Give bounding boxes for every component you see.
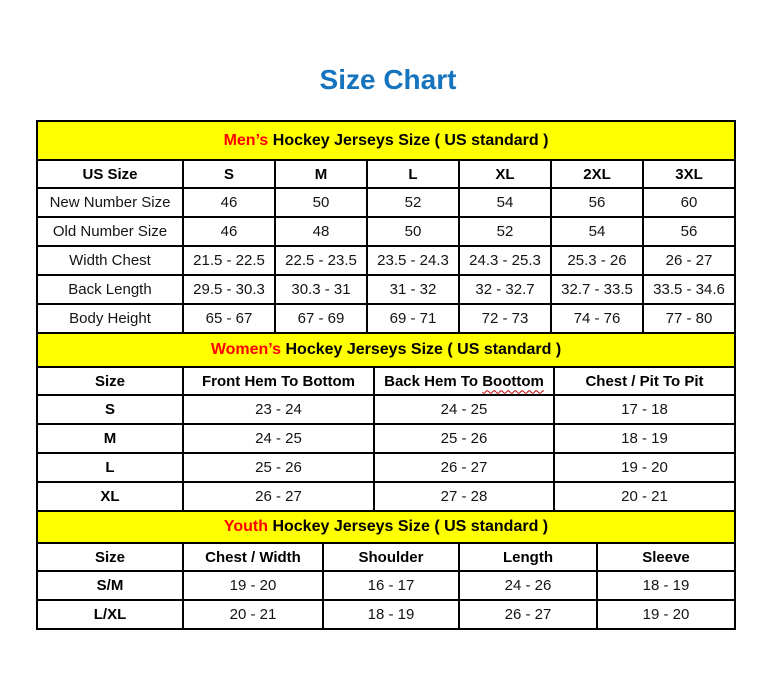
size-cell: 32.7 - 33.5 xyxy=(551,275,643,304)
size-cell: 27 - 28 xyxy=(374,482,554,511)
size-cell: 65 - 67 xyxy=(183,304,275,333)
table-row xyxy=(37,188,735,217)
column-header: US Size xyxy=(37,160,183,188)
size-cell: 19 - 20 xyxy=(597,600,735,629)
row-label: M xyxy=(37,424,183,453)
women-section-header-row xyxy=(37,333,735,367)
row-label: L/XL xyxy=(37,600,183,629)
size-cell: 31 - 32 xyxy=(367,275,459,304)
page-title: Size Chart xyxy=(319,64,457,95)
size-cell: 19 - 20 xyxy=(554,453,735,482)
table-row xyxy=(37,304,735,333)
column-header: Shoulder xyxy=(323,543,459,571)
row-label: New Number Size xyxy=(37,188,183,217)
men-section-title-rest: Hockey Jerseys Size ( US standard ) xyxy=(268,131,549,149)
size-cell: 56 xyxy=(643,217,735,246)
row-label: XL xyxy=(37,482,183,511)
row-label: Body Height xyxy=(37,304,183,333)
table-row xyxy=(37,217,735,246)
size-cell: 24.3 - 25.3 xyxy=(459,246,551,275)
column-header: Chest / Pit To Pit xyxy=(554,367,735,395)
size-cell: 77 - 80 xyxy=(643,304,735,333)
row-label: S/M xyxy=(37,571,183,600)
women-size-table xyxy=(36,332,736,512)
size-cell: 24 - 25 xyxy=(374,395,554,424)
men-section-highlight: Men’s xyxy=(223,131,269,149)
size-cell: 29.5 - 30.3 xyxy=(183,275,275,304)
women-section-highlight: Women’s xyxy=(210,341,282,358)
size-cell: 60 xyxy=(643,188,735,217)
women-section-title-rest: Hockey Jerseys Size ( US standard ) xyxy=(281,341,562,358)
row-label: Back Length xyxy=(37,275,183,304)
youth-section-title-rest: Hockey Jerseys Size ( US standard ) xyxy=(268,518,549,535)
column-header: 3XL xyxy=(643,160,735,188)
column-header: Chest / Width xyxy=(183,543,323,571)
size-cell: 46 xyxy=(183,217,275,246)
size-cell: 56 xyxy=(551,188,643,217)
size-cell: 17 - 18 xyxy=(554,395,735,424)
table-row xyxy=(37,453,735,482)
youth-column-header-row xyxy=(37,543,735,571)
size-cell: 20 - 21 xyxy=(183,600,323,629)
youth-section-header xyxy=(37,511,735,543)
men-size-table xyxy=(36,120,736,334)
size-cell: 26 - 27 xyxy=(183,482,374,511)
men-section-header-row xyxy=(37,121,735,160)
size-cell: 26 - 27 xyxy=(459,600,597,629)
table-row xyxy=(37,395,735,424)
size-cell: 16 - 17 xyxy=(323,571,459,600)
size-cell: 30.3 - 31 xyxy=(275,275,367,304)
column-header: Sleeve xyxy=(597,543,735,571)
size-cell: 25 - 26 xyxy=(183,453,374,482)
size-cell: 54 xyxy=(551,217,643,246)
column-header: Size xyxy=(37,543,183,571)
column-header: M xyxy=(275,160,367,188)
youth-section-highlight: Youth xyxy=(223,518,268,535)
column-header: Size xyxy=(37,367,183,395)
size-cell: 26 - 27 xyxy=(374,453,554,482)
size-cell: 26 - 27 xyxy=(643,246,735,275)
size-cell: 69 - 71 xyxy=(367,304,459,333)
back-hem-prefix: Back Hem To xyxy=(384,372,483,390)
column-header: Front Hem To Bottom xyxy=(183,367,374,395)
size-chart xyxy=(36,120,736,630)
youth-section-header-row xyxy=(37,511,735,543)
table-row xyxy=(37,482,735,511)
size-cell: 23.5 - 24.3 xyxy=(367,246,459,275)
size-cell: 54 xyxy=(459,188,551,217)
misspelled-word: Boottom xyxy=(482,372,544,390)
size-cell: 52 xyxy=(459,217,551,246)
row-label: Width Chest xyxy=(37,246,183,275)
size-cell: 20 - 21 xyxy=(554,482,735,511)
size-cell: 74 - 76 xyxy=(551,304,643,333)
table-row xyxy=(37,571,735,600)
size-cell: 23 - 24 xyxy=(183,395,374,424)
men-column-header-row xyxy=(37,160,735,188)
column-header: Length xyxy=(459,543,597,571)
column-header: L xyxy=(367,160,459,188)
size-cell: 48 xyxy=(275,217,367,246)
size-cell: 32 - 32.7 xyxy=(459,275,551,304)
women-column-header-row xyxy=(37,367,735,395)
table-row xyxy=(37,424,735,453)
men-section-header xyxy=(37,121,735,160)
column-header: 2XL xyxy=(551,160,643,188)
column-header: S xyxy=(183,160,275,188)
row-label: Old Number Size xyxy=(37,217,183,246)
table-row xyxy=(37,600,735,629)
table-row xyxy=(37,275,735,304)
size-cell: 52 xyxy=(367,188,459,217)
size-cell: 46 xyxy=(183,188,275,217)
size-cell: 24 - 25 xyxy=(183,424,374,453)
youth-size-table xyxy=(36,510,736,630)
column-header: XL xyxy=(459,160,551,188)
size-cell: 50 xyxy=(367,217,459,246)
size-cell: 25 - 26 xyxy=(374,424,554,453)
size-cell: 18 - 19 xyxy=(597,571,735,600)
size-cell: 67 - 69 xyxy=(275,304,367,333)
table-row xyxy=(37,246,735,275)
size-cell: 22.5 - 23.5 xyxy=(275,246,367,275)
size-cell: 21.5 - 22.5 xyxy=(183,246,275,275)
size-cell: 25.3 - 26 xyxy=(551,246,643,275)
column-header-misspelled xyxy=(374,367,554,395)
women-section-header xyxy=(37,333,735,367)
size-cell: 50 xyxy=(275,188,367,217)
size-cell: 33.5 - 34.6 xyxy=(643,275,735,304)
row-label: L xyxy=(37,453,183,482)
size-cell: 18 - 19 xyxy=(554,424,735,453)
size-cell: 18 - 19 xyxy=(323,600,459,629)
size-cell: 72 - 73 xyxy=(459,304,551,333)
row-label: S xyxy=(37,395,183,424)
size-cell: 19 - 20 xyxy=(183,571,323,600)
size-cell: 24 - 26 xyxy=(459,571,597,600)
